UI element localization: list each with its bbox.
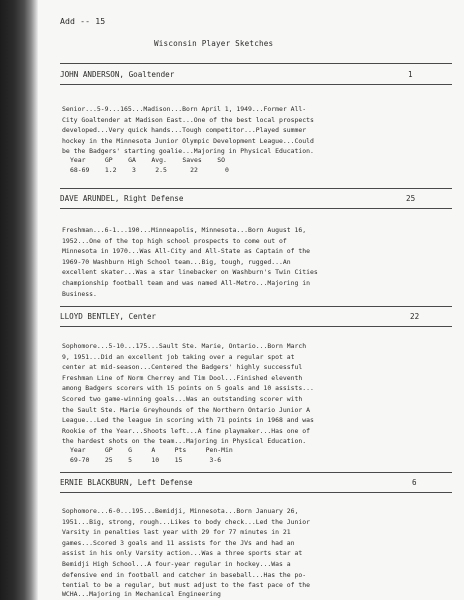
section-rule-top xyxy=(60,188,452,189)
section-rule-top xyxy=(60,63,452,64)
page-reference: Add -- 15 xyxy=(60,16,106,26)
bio-line: Freshman...6-1...190...Minneapolis, Minnesota...Born August 16, xyxy=(62,226,307,234)
bio-line: Senior...5-9...165...Madison...Born April 1, 1949...Former All- xyxy=(62,105,307,113)
player-number: 25 xyxy=(406,194,416,203)
bio-line: Freshman Line of Norm Cherrey and Tim Dool...Finished eleventh xyxy=(62,373,303,382)
bio-line: 9, 1951...Did an excellent job taking over a regular spot at xyxy=(62,352,295,361)
bio-line: center at mid-season...Centered the Badgers' highly successful xyxy=(62,363,303,372)
bio-line: WCHA...Majoring in Mechanical Engineering xyxy=(62,590,221,599)
binder-edge xyxy=(0,0,38,600)
document-title: Wisconsin Player Sketches xyxy=(154,39,274,48)
bio-line: League...Led the league in scoring with 71 points in 1968 and was xyxy=(62,416,314,425)
stats-header: Year GP G A Pts Pen-Min xyxy=(70,446,233,454)
bio-line: tential to be a regular, but must adjust to the fast pace of the xyxy=(62,581,311,590)
bio-line: the hardest shots on the team...Majoring in Physical Education. xyxy=(62,437,307,446)
bio-line: defensive end in football and catcher in baseball...Has the po- xyxy=(62,570,307,579)
bio-line: Sophomore...5-10...175...Sault Ste. Marie, Ontario...Born March xyxy=(62,342,307,350)
bio-line: Bemidji High School...A four-year regular in hockey...Was a xyxy=(62,560,291,568)
bio-line: the Sault Ste. Marie Greyhounds of the Northern Ontario Junior A xyxy=(62,405,311,414)
section-rule-bottom xyxy=(60,84,452,85)
bio-line: developed...Very quick hands...Tough competitor...Played summer xyxy=(62,126,307,135)
bio-line: Sophomore...6-0...195...Bemidji, Minnesota...Born January 26, xyxy=(62,507,299,515)
bio-line: Varsity in penalties last year with 29 for 77 minutes in 21 xyxy=(62,528,291,537)
bio-line: Scored two game-winning goals...Was an outstanding scorer with xyxy=(62,395,303,403)
player-name-position: LLOYD BENTLEY, Center xyxy=(60,312,157,321)
stats-header: Year GP GA Avg. Saves SO xyxy=(70,156,226,164)
bio-line: games...Scored 3 goals and 11 assists for the JVs and had an xyxy=(62,538,295,547)
bio-line: be the Badgers' starting goalie...Majoring in Physical Education. xyxy=(62,147,314,156)
bio-line: hockey in the Minnesota Junior Olympic Development League...Could xyxy=(62,136,314,145)
section-rule-bottom xyxy=(60,208,452,209)
section-rule-top xyxy=(60,472,452,473)
player-number: 6 xyxy=(412,478,417,487)
bio-line: 1951...Big, strong, rough...Likes to body check...Led the Junior xyxy=(62,517,311,526)
stats-row: 69-70 25 5 10 15 3-6 xyxy=(70,456,222,464)
bio-line: assist in his only Varsity action...Was a three sports star at xyxy=(62,549,303,558)
player-name-position: JOHN ANDERSON, Goaltender xyxy=(60,70,175,79)
bio-line: City Goaltender at Madison East...One of the best local prospects xyxy=(62,115,314,124)
player-number: 1 xyxy=(408,70,413,79)
bio-line: championship football team and was named All-Metro...Majoring in xyxy=(62,279,311,287)
bio-line: Rookie of the Year...Shoots left...A fine playmaker...Has one of xyxy=(62,426,311,435)
bio-line: Minnesota in 1970...Was All-City and All-State as Captain of the xyxy=(62,247,311,256)
bio-line: 1952...One of the top high school prospects to come out of xyxy=(62,236,287,245)
player-name-position: ERNIE BLACKBURN, Left Defense xyxy=(60,478,193,487)
section-rule-top xyxy=(60,306,452,307)
text-layer xyxy=(40,0,460,600)
bio-line: excellent skater...Was a star linebacker on Washburn's Twin Cities xyxy=(62,268,318,277)
player-number: 22 xyxy=(410,312,420,321)
section-rule-bottom xyxy=(60,492,452,493)
player-name-position: DAVE ARUNDEL, Right Defense xyxy=(60,194,184,203)
section-rule-bottom xyxy=(60,326,452,327)
stats-row: 68-69 1.2 3 2.5 22 0 xyxy=(70,166,229,174)
bio-line: 1969-70 Washburn High School team...Big, tough, rugged...An xyxy=(62,257,291,266)
bio-line: among Badgers scorers with 15 points on 5 goals and 10 assists... xyxy=(62,384,314,393)
bio-line: Business. xyxy=(62,289,97,298)
